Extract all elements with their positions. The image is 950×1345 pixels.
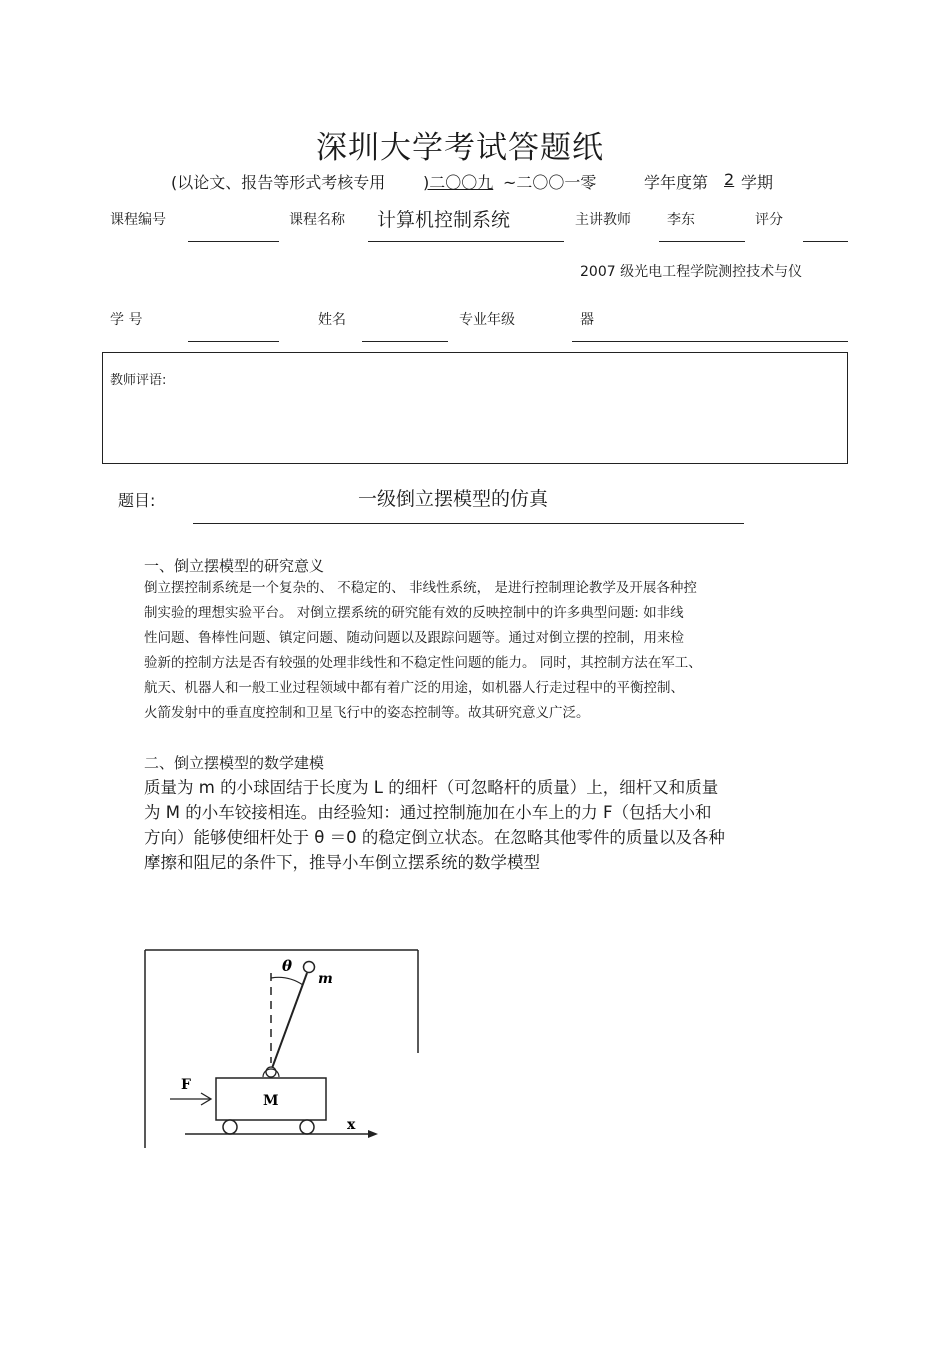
section1-line-3: 性问题、鲁棒性问题、镇定问题、随动问题以及跟踪问题等。通过对倒立摆的控制，用来检 [144, 630, 684, 646]
term-suffix: 学期 [741, 173, 774, 192]
major-label: 专业年级 [459, 312, 515, 328]
teacher-comment-label: 教师评语: [110, 373, 167, 388]
pendulum-rod [271, 973, 307, 1071]
course-code-line [188, 241, 279, 242]
section1-line-5: 航天、机器人和一般工业过程领域中都有着广泛的用途，如机器人行走过程中的平衡控制、 [144, 680, 684, 696]
year-start: )二〇〇九 [423, 173, 494, 192]
cart-wheel-left [223, 1120, 237, 1134]
teacher-line [659, 241, 745, 242]
course-name-line [368, 241, 564, 242]
section1-line-4: 验新的控制方法是否有较强的处理非线性和不稳定性问题的能力。 同时，其控制方法在军工、 [144, 655, 702, 671]
section1-line-1: 倒立摆控制系统是一个复杂的、 不稳定的、 非线性系统， 是进行控制理论教学及开展各种控 [144, 580, 697, 596]
cart-mass-label: M [263, 1093, 279, 1109]
topic-value: 一级倒立摆模型的仿真 [358, 488, 549, 510]
section2-line-1: 质量为 m 的小球固结于长度为 L 的细杆（可忽略杆的质量）上，细杆又和质量 [144, 778, 719, 797]
name-line [362, 341, 448, 342]
year-end: ~二〇〇一零 [503, 173, 597, 192]
section2-line-4: 摩擦和阻尼的条件下，推导小车倒立摆系统的数学模型 [144, 853, 540, 872]
cart-wheel-right [300, 1120, 314, 1134]
student-id-line [188, 341, 279, 342]
topic-line [193, 523, 744, 524]
section1-line-6: 火箭发射中的垂直度控制和卫星飞行中的姿态控制等。故其研究意义广泛。 [144, 705, 590, 721]
course-name-label: 课程名称 [289, 212, 345, 228]
student-id-label: 学 号 [110, 312, 143, 328]
year-label: 学年度第 [644, 173, 709, 192]
name-label: 姓名 [318, 312, 346, 328]
x-axis-arrowhead [368, 1130, 378, 1138]
teacher-comment-box [102, 352, 848, 464]
score-line [803, 241, 848, 242]
major-value-line2: 器 [580, 312, 594, 328]
x-axis-label: x [347, 1117, 356, 1133]
page-title: 深圳大学考试答题纸 [316, 130, 604, 166]
term-number: 2 [724, 170, 735, 189]
score-label: 评分 [755, 212, 783, 228]
course-name-value: 计算机控制系统 [377, 209, 511, 231]
theta-label: θ [282, 957, 293, 975]
section1-heading: 一、倒立摆模型的研究意义 [144, 557, 325, 575]
section2-line-3: 方向）能够使细杆处于 θ ＝0 的稳定倒立状态。在忽略其他零件的质量以及各种 [144, 828, 725, 847]
section2-line-2: 为 M 的小车铰接相连。由经验知：通过控制施加在小车上的力 F（包括大小和 [144, 803, 712, 822]
section2-heading: 二、倒立摆模型的数学建模 [144, 754, 325, 772]
pendulum-ball [304, 962, 315, 973]
theta-arc [271, 977, 303, 985]
major-line [572, 341, 848, 342]
section1-line-2: 制实验的理想实验平台。 对倒立摆系统的研究能有效的反映控制中的许多典型问题: 如非线 [144, 605, 684, 621]
major-value-line1: 2007 级光电工程学院测控技术与仪 [580, 264, 803, 280]
teacher-value: 李东 [667, 212, 695, 228]
ball-mass-label: m [318, 971, 333, 987]
inverted-pendulum-figure [140, 945, 425, 1155]
teacher-label: 主讲教师 [575, 212, 631, 228]
force-label: F [181, 1077, 191, 1093]
topic-label: 题目: [118, 491, 156, 510]
course-code-label: 课程编号 [110, 212, 166, 228]
subtitle-prefix: (以论文、报告等形式考核专用 [171, 173, 386, 192]
